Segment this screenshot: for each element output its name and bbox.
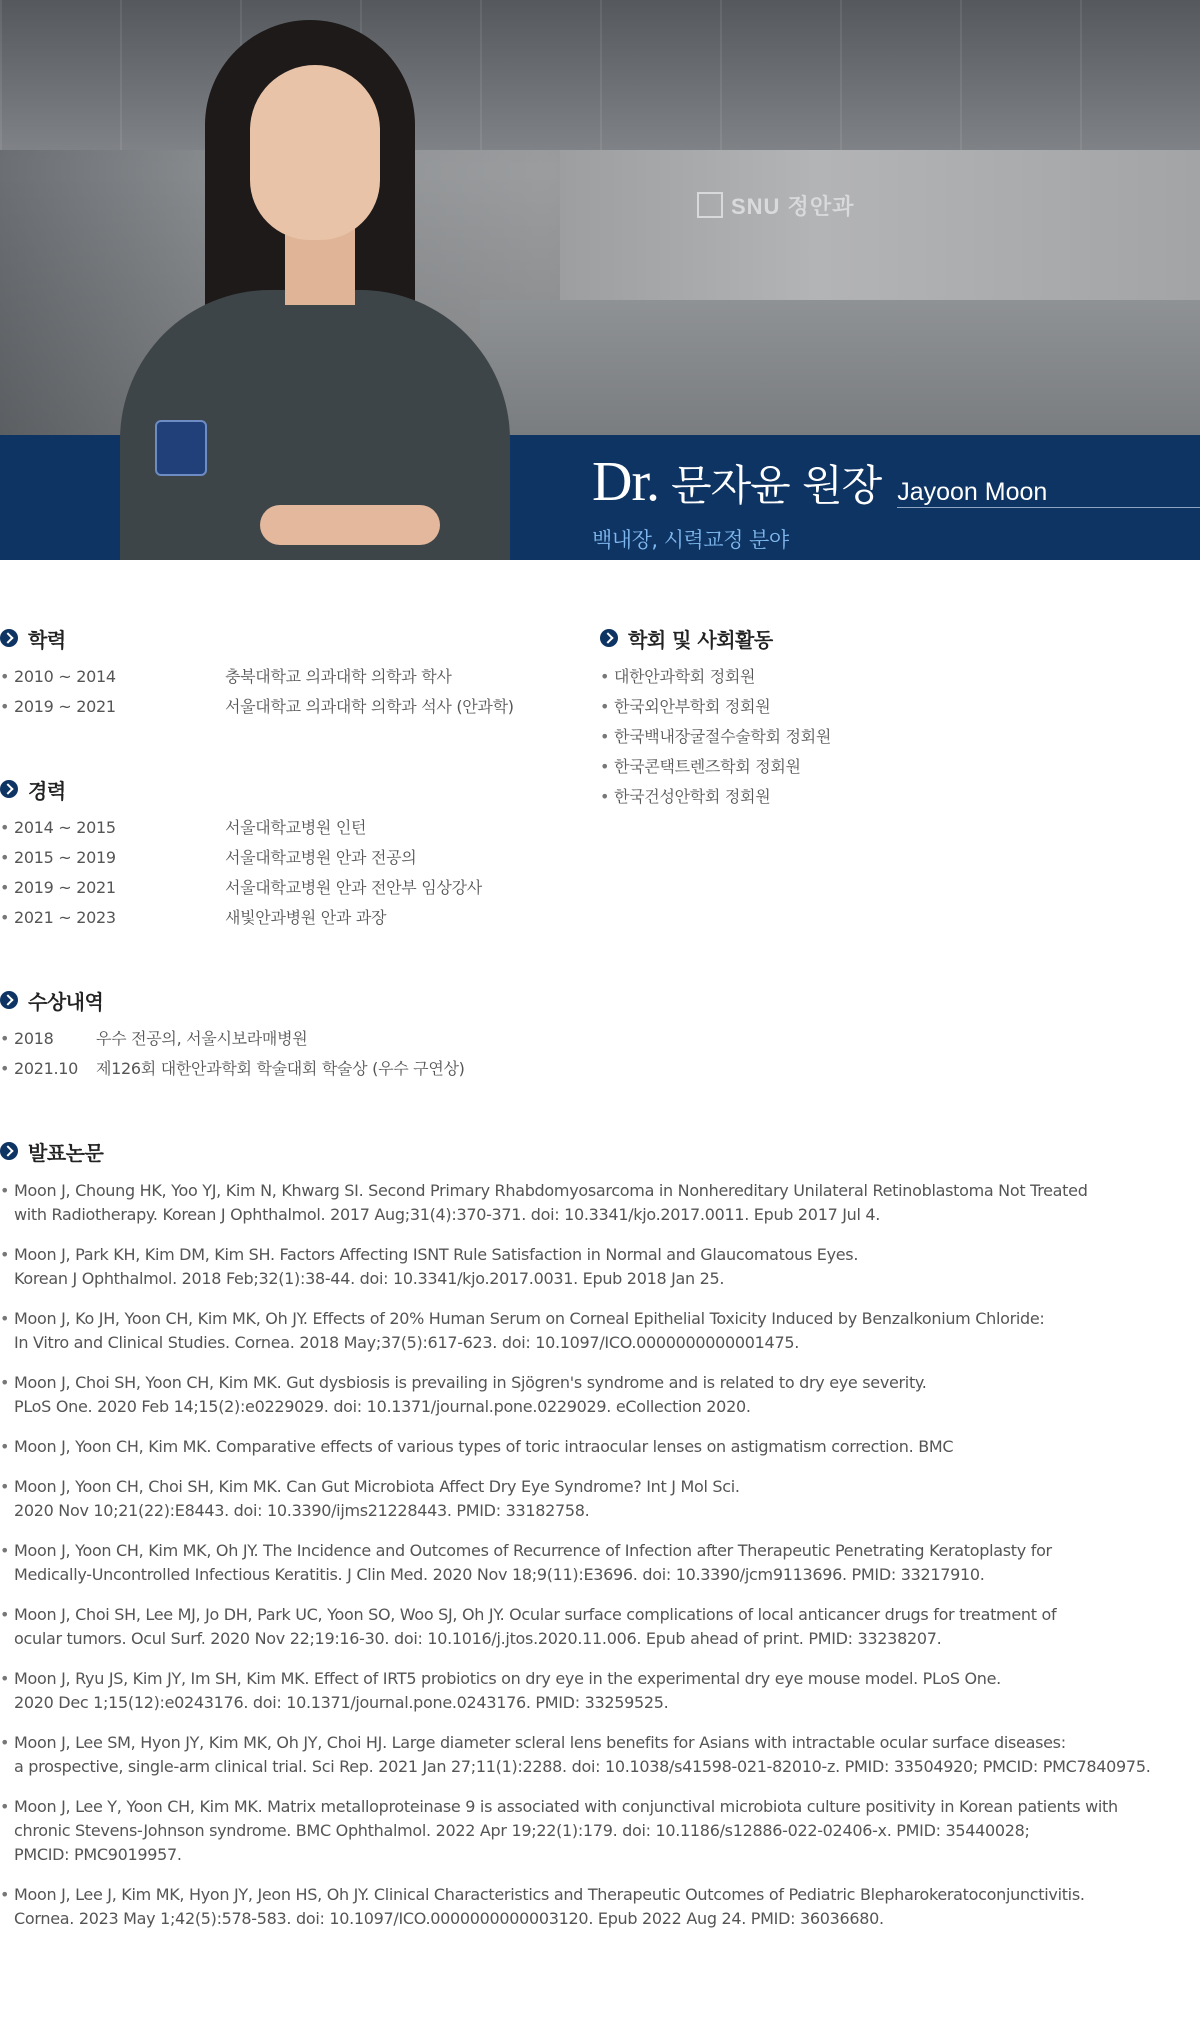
publication-line: Moon J, Lee J, Kim MK, Hyon JY, Jeon HS, Oh JY. Clinical Characteristics and Therapeutic Outcomes of Pediatric Blepharokeratoconjunctivitis. (14, 1885, 1085, 1904)
item-text: 서울대학교병원 안과 전공의 (225, 848, 417, 867)
publication-line: 2020 Dec 1;15(12):e0243176. doi: 10.1371/journal.pone.0243176. PMID: 33259525. (14, 1693, 669, 1712)
publication-line: Cornea. 2023 May 1;42(5):578-583. doi: 10.1097/ICO.0000000000003120. Epub 2022 Aug 24. PMID: 36036680. (14, 1909, 884, 1928)
item-text: 한국외안부학회 정회원 (614, 697, 771, 716)
publication-item: • Moon J, Choung HK, Yoo YJ, Kim N, Khwarg SI. Second Primary Rhabdomyosarcoma in Nonhereditary Unilateral Retinoblastoma Not Treated with Radiotherapy. Korean J Ophthalmol. 2017 Aug;31(4):370-371. doi: 10.3341/kjo.2017.0011. Epub 2017 Jul 4. (0, 1179, 1150, 1227)
period: 2021.10 (14, 1059, 79, 1078)
wall-panel (560, 150, 1200, 300)
item-text: 제126회 대한안과학회 학술대회 학술상 (우수 구연상) (96, 1059, 465, 1078)
list-item: • 2015 ~ 2019 서울대학교병원 안과 전공의 (0, 843, 580, 873)
list-item: • 2010 ~ 2014 충북대학교 의과대학 의학과 학사 (0, 662, 580, 692)
list-item: • 대한안과학회 정회원 (600, 662, 1180, 692)
chevron-right-icon (600, 629, 618, 647)
education-section (0, 624, 580, 722)
item-text: 우수 전공의, 서울시보라매병원 (96, 1029, 308, 1048)
list-item: • 2021.10 제126회 대한안과학회 학술대회 학술상 (우수 구연상) (0, 1054, 700, 1084)
list-item: • 한국건성안학회 정회원 (600, 782, 1180, 812)
publication-item: • Moon J, Yoon CH, Kim MK. Comparative effects of various types of toric intraocular lenses on astigmatism correction. BMC (0, 1435, 1150, 1459)
section-title: 학력 (28, 627, 66, 652)
publication-line: Moon J, Choung HK, Yoo YJ, Kim N, Khwarg SI. Second Primary Rhabdomyosarcoma in Nonhereditary Unilateral Retinoblastoma Not Treated (14, 1181, 1088, 1200)
list-item: • 한국백내장굴절수술학회 정회원 (600, 722, 1180, 752)
reception-counter (480, 300, 1200, 435)
doctor-name-korean: 문자윤 원장 (671, 461, 882, 510)
list-item: • 2021 ~ 2023 새빛안과병원 안과 과장 (0, 903, 580, 933)
list-item: • 한국콘택트렌즈학회 정회원 (600, 752, 1180, 782)
publication-line: Moon J, Ko JH, Yoon CH, Kim MK, Oh JY. Effects of 20% Human Serum on Corneal Epithelial Toxicity Induced by Benzalkonium Chloride: (14, 1309, 1045, 1328)
title-prefix: Dr. (592, 451, 659, 513)
item-text: 한국백내장굴절수술학회 정회원 (614, 727, 831, 746)
publication-line: Moon J, Yoon CH, Kim MK. Comparative effects of various types of toric intraocular lenses on astigmatism correction. BMC (14, 1437, 954, 1456)
doctor-name-english: Jayoon Moon (897, 478, 1200, 508)
section-title: 학회 및 사회활동 (628, 627, 773, 652)
publication-item: • Moon J, Lee Y, Yoon CH, Kim MK. Matrix metalloproteinase 9 is associated with conjunctival microbiota culture positivity in Korean patients with chronic Stevens-Johnson syndrome. BMC Ophthalmol. 2022 Apr 19;22(1):179. doi: 10.1186/s12886-022-02406-x. PMID: 35440028; PMCID: PMC9019957. (0, 1795, 1150, 1867)
list-item: • 2019 ~ 2021 서울대학교병원 안과 전안부 임상강사 (0, 873, 580, 903)
period: 2010 ~ 2014 (14, 667, 116, 686)
clinic-sign-text: SNU 정안과 (731, 193, 855, 219)
publication-line: chronic Stevens-Johnson syndrome. BMC Ophthalmol. 2022 Apr 19;22(1):179. doi: 10.1186/s12886-022-02406-x. PMID: 35440028; (14, 1821, 1030, 1840)
publication-line: Moon J, Ryu JS, Kim JY, Im SH, Kim MK. Effect of IRT5 probiotics on dry eye in the experimental dry eye mouse model. PLoS One. (14, 1669, 1001, 1688)
item-text: 새빛안과병원 안과 과장 (225, 908, 387, 927)
clinic-logo-icon (697, 192, 723, 218)
section-title: 발표논문 (28, 1140, 104, 1165)
publication-line: Moon J, Lee Y, Yoon CH, Kim MK. Matrix metalloproteinase 9 is associated with conjunctival microbiota culture positivity in Korean patients with (14, 1797, 1118, 1816)
publication-item: • Moon J, Choi SH, Lee MJ, Jo DH, Park UC, Yoon SO, Woo SJ, Oh JY. Ocular surface complications of local anticancer drugs for treatment of ocular tumors. Ocul Surf. 2020 Nov 22;19:16-30. doi: 10.1016/j.jtos.2020.11.006. Epub ahead of print. PMID: 33238207. (0, 1603, 1150, 1651)
chevron-right-icon (0, 780, 18, 798)
publication-list (0, 1179, 1150, 1931)
chevron-right-icon (0, 1142, 18, 1160)
publication-line: Moon J, Yoon CH, Kim MK, Oh JY. The Incidence and Outcomes of Recurrence of Infection after Therapeutic Penetrating Keratoplasty for (14, 1541, 1052, 1560)
period: 2018 (14, 1029, 54, 1048)
publication-line: 2020 Nov 10;21(22):E8443. doi: 10.3390/ijms21228443. PMID: 33182758. (14, 1501, 590, 1520)
profile-header (0, 0, 1200, 560)
publication-item: • Moon J, Ryu JS, Kim JY, Im SH, Kim MK. Effect of IRT5 probiotics on dry eye in the experimental dry eye mouse model. PLoS One. 2020 Dec 1;15(12):e0243176. doi: 10.1371/journal.pone.0243176. PMID: 33259525. (0, 1667, 1150, 1715)
publication-line: Moon J, Yoon CH, Choi SH, Kim MK. Can Gut Microbiota Affect Dry Eye Syndrome? Int J Mol Sci. (14, 1477, 740, 1496)
list-item: • 2014 ~ 2015 서울대학교병원 인턴 (0, 813, 580, 843)
awards-section (0, 986, 700, 1084)
list-item: • 2019 ~ 2021 서울대학교 의과대학 의학과 석사 (안과학) (0, 692, 580, 722)
list-item: • 한국외안부학회 정회원 (600, 692, 1180, 722)
period: 2021 ~ 2023 (14, 908, 116, 927)
item-text: 한국건성안학회 정회원 (614, 787, 771, 806)
publication-line: PLoS One. 2020 Feb 14;15(2):e0229029. doi: 10.1371/journal.pone.0229029. eCollection 2020. (14, 1397, 751, 1416)
period: 2019 ~ 2021 (14, 878, 116, 897)
specialty: 백내장, 시력교정 분야 (592, 528, 789, 552)
item-text: 서울대학교 의과대학 의학과 석사 (안과학) (225, 697, 514, 716)
publication-line: Moon J, Park KH, Kim DM, Kim SH. Factors Affecting ISNT Rule Satisfaction in Normal and Glaucomatous Eyes. (14, 1245, 859, 1264)
item-text: 대한안과학회 정회원 (614, 667, 756, 686)
publication-item: • Moon J, Ko JH, Yoon CH, Kim MK, Oh JY. Effects of 20% Human Serum on Corneal Epithelial Toxicity Induced by Benzalkonium Chloride: In Vitro and Clinical Studies. Cornea. 2018 May;37(5):617-623. doi: 10.1097/ICO.0000000000001475. (0, 1307, 1150, 1355)
societies-section (600, 624, 1180, 812)
publication-line: Moon J, Choi SH, Yoon CH, Kim MK. Gut dysbiosis is prevailing in Sjögren's syndrome and is related to dry eye severity. (14, 1373, 927, 1392)
publication-line: with Radiotherapy. Korean J Ophthalmol. 2017 Aug;31(4):370-371. doi: 10.3341/kjo.2017.0011. Epub 2017 Jul 4. (14, 1205, 881, 1224)
section-title: 수상내역 (28, 989, 104, 1014)
item-text: 한국콘택트렌즈학회 정회원 (614, 757, 801, 776)
publications-section (0, 1137, 1180, 1947)
publication-line: Moon J, Choi SH, Lee MJ, Jo DH, Park UC, Yoon SO, Woo SJ, Oh JY. Ocular surface complications of local anticancer drugs for treatment of (14, 1605, 1057, 1624)
publication-item: • Moon J, Choi SH, Yoon CH, Kim MK. Gut dysbiosis is prevailing in Sjögren's syndrome and is related to dry eye severity. PLoS One. 2020 Feb 14;15(2):e0229029. doi: 10.1371/journal.pone.0229029. eCollection 2020. (0, 1371, 1150, 1419)
publication-line: Moon J, Lee SM, Hyon JY, Kim MK, Oh JY, Choi HJ. Large diameter scleral lens benefits for Asians with intractable ocular surface diseases: (14, 1733, 1066, 1752)
item-text: 서울대학교병원 인턴 (225, 818, 367, 837)
chevron-right-icon (0, 991, 18, 1009)
list-item: • 2018 우수 전공의, 서울시보라매병원 (0, 1024, 700, 1054)
publication-line: Korean J Ophthalmol. 2018 Feb;32(1):38-44. doi: 10.3341/kjo.2017.0031. Epub 2018 Jan 25. (14, 1269, 725, 1288)
publication-line: ocular tumors. Ocul Surf. 2020 Nov 22;19:16-30. doi: 10.1016/j.jtos.2020.11.006. Epub ahead of print. PMID: 33238207. (14, 1629, 942, 1648)
doctor-name-block (592, 450, 1200, 554)
period: 2019 ~ 2021 (14, 697, 116, 716)
publication-line: a prospective, single-arm clinical trial. Sci Rep. 2021 Jan 27;11(1):2288. doi: 10.1038/s41598-021-82010-z. PMID: 33504920; PMCID: PMC7840975. (14, 1757, 1151, 1776)
shoulder-patch-icon (155, 420, 207, 476)
publication-item: • Moon J, Lee J, Kim MK, Hyon JY, Jeon HS, Oh JY. Clinical Characteristics and Therapeutic Outcomes of Pediatric Blepharokeratoconjunctivitis. Cornea. 2023 May 1;42(5):578-583. doi: 10.1097/ICO.0000000000003120. Epub 2022 Aug 24. PMID: 36036680. (0, 1883, 1150, 1931)
doctor-photo (110, 20, 510, 560)
section-title: 경력 (28, 778, 66, 803)
item-text: 충북대학교 의과대학 의학과 학사 (225, 667, 452, 686)
chevron-right-icon (0, 629, 18, 647)
clinic-sign (697, 188, 877, 222)
career-section (0, 775, 580, 933)
publication-item: • Moon J, Yoon CH, Kim MK, Oh JY. The Incidence and Outcomes of Recurrence of Infection after Therapeutic Penetrating Keratoplasty for Medically-Uncontrolled Infectious Keratitis. J Clin Med. 2020 Nov 18;9(11):E3696. doi: 10.3390/jcm9113696. PMID: 33217910. (0, 1539, 1150, 1587)
publication-line: In Vitro and Clinical Studies. Cornea. 2018 May;37(5):617-623. doi: 10.1097/ICO.0000000000001475. (14, 1333, 799, 1352)
publication-item: • Moon J, Lee SM, Hyon JY, Kim MK, Oh JY, Choi HJ. Large diameter scleral lens benefits for Asians with intractable ocular surface diseases: a prospective, single-arm clinical trial. Sci Rep. 2021 Jan 27;11(1):2288. doi: 10.1038/s41598-021-82010-z. PMID: 33504920; PMCID: PMC7840975. (0, 1731, 1150, 1779)
publication-line: Medically-Uncontrolled Infectious Keratitis. J Clin Med. 2020 Nov 18;9(11):E3696. doi: 10.3390/jcm9113696. PMID: 33217910. (14, 1565, 985, 1584)
publication-item: • Moon J, Park KH, Kim DM, Kim SH. Factors Affecting ISNT Rule Satisfaction in Normal and Glaucomatous Eyes. Korean J Ophthalmol. 2018 Feb;32(1):38-44. doi: 10.3341/kjo.2017.0031. Epub 2018 Jan 25. (0, 1243, 1150, 1291)
item-text: 서울대학교병원 안과 전안부 임상강사 (225, 878, 482, 897)
publication-item: • Moon J, Yoon CH, Choi SH, Kim MK. Can Gut Microbiota Affect Dry Eye Syndrome? Int J Mol Sci. 2020 Nov 10;21(22):E8443. doi: 10.3390/ijms21228443. PMID: 33182758. (0, 1475, 1150, 1523)
publication-line: PMCID: PMC9019957. (14, 1845, 182, 1864)
period: 2015 ~ 2019 (14, 848, 116, 867)
period: 2014 ~ 2015 (14, 818, 116, 837)
